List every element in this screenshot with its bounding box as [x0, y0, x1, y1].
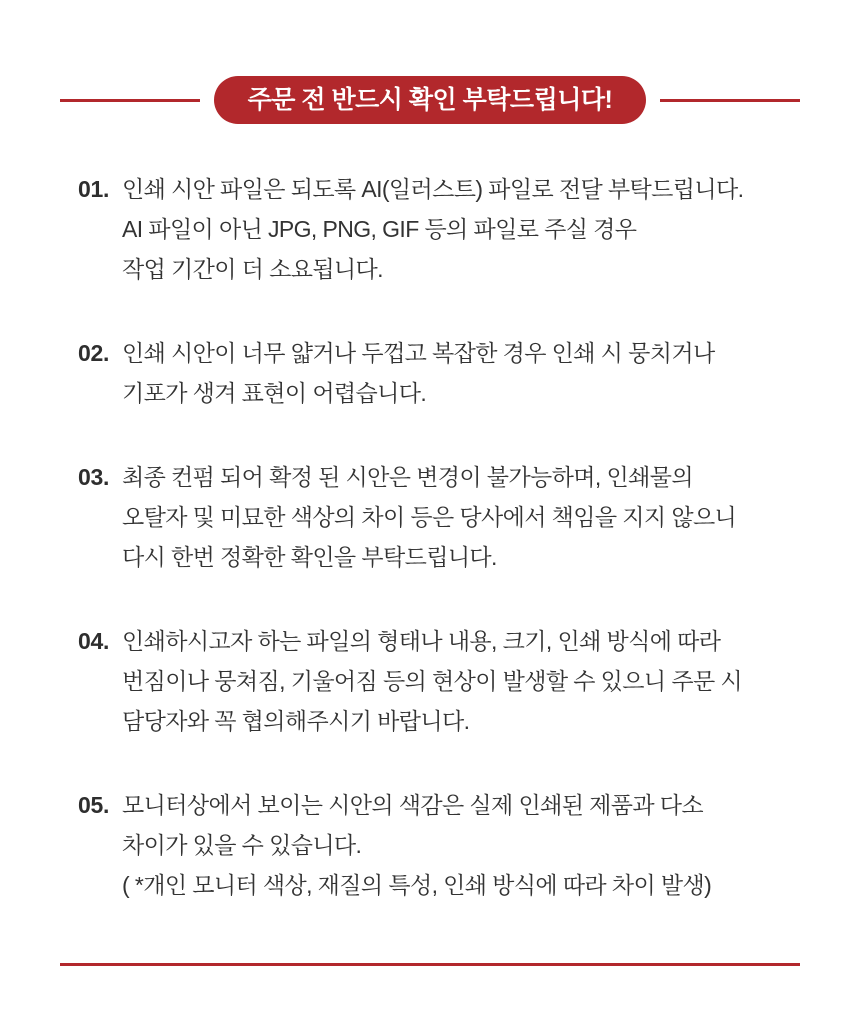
notice-line: 기포가 생겨 표현이 어렵습니다.	[122, 380, 427, 406]
notice-item-02	[78, 333, 820, 413]
notice-list	[0, 169, 860, 905]
notice-line: 모니터상에서 보이는 시안의 색감은 실제 인쇄된 제품과 다소	[122, 792, 703, 818]
notice-line: 인쇄 시안 파일은 되도록 AI(일러스트) 파일로 전달 부탁드립니다.	[122, 176, 744, 202]
notice-item-01	[78, 169, 820, 289]
notice-number: 04.	[78, 628, 110, 654]
notice-text	[122, 457, 736, 577]
notice-text	[122, 169, 743, 289]
notice-badge: 주문 전 반드시 확인 부탁드립니다!	[214, 76, 647, 124]
notice-number: 01.	[78, 176, 110, 202]
notice-text	[122, 333, 715, 413]
notice-line: ( *개인 모니터 색상, 재질의 특성, 인쇄 방식에 따라 차이 발생)	[122, 872, 712, 898]
notice-line: 최종 컨펌 되어 확정 된 시안은 변경이 불가능하며, 인쇄물의	[122, 464, 693, 490]
notice-line: 인쇄하시고자 하는 파일의 형태나 내용, 크기, 인쇄 방식에 따라	[122, 628, 721, 654]
notice-line: 오탈자 및 미묘한 색상의 차이 등은 당사에서 책임을 지지 않으니	[122, 504, 737, 530]
notice-number: 03.	[78, 464, 110, 490]
footer-rule	[60, 963, 800, 966]
notice-text	[122, 785, 711, 905]
notice-line: 차이가 있을 수 있습니다.	[122, 832, 362, 858]
notice-item-04	[78, 621, 820, 741]
notice-item-03	[78, 457, 820, 577]
notice-header	[0, 76, 860, 124]
notice-text	[122, 621, 742, 741]
notice-item-05	[78, 785, 820, 905]
notice-number: 02.	[78, 340, 110, 366]
notice-line: 다시 한번 정확한 확인을 부탁드립니다.	[122, 544, 497, 570]
notice-number: 05.	[78, 792, 110, 818]
notice-line: 담당자와 꼭 협의해주시기 바랍니다.	[122, 708, 470, 734]
notice-line: 번짐이나 뭉쳐짐, 기울어짐 등의 현상이 발생할 수 있으니 주문 시	[122, 668, 742, 694]
notice-line: 인쇄 시안이 너무 얇거나 두껍고 복잡한 경우 인쇄 시 뭉치거나	[122, 340, 715, 366]
notice-line: 작업 기간이 더 소요됩니다.	[122, 256, 383, 282]
header-rule-right	[660, 99, 800, 102]
notice-line: AI 파일이 아닌 JPG, PNG, GIF 등의 파일로 주실 경우	[122, 216, 637, 242]
header-rule-left	[60, 99, 200, 102]
